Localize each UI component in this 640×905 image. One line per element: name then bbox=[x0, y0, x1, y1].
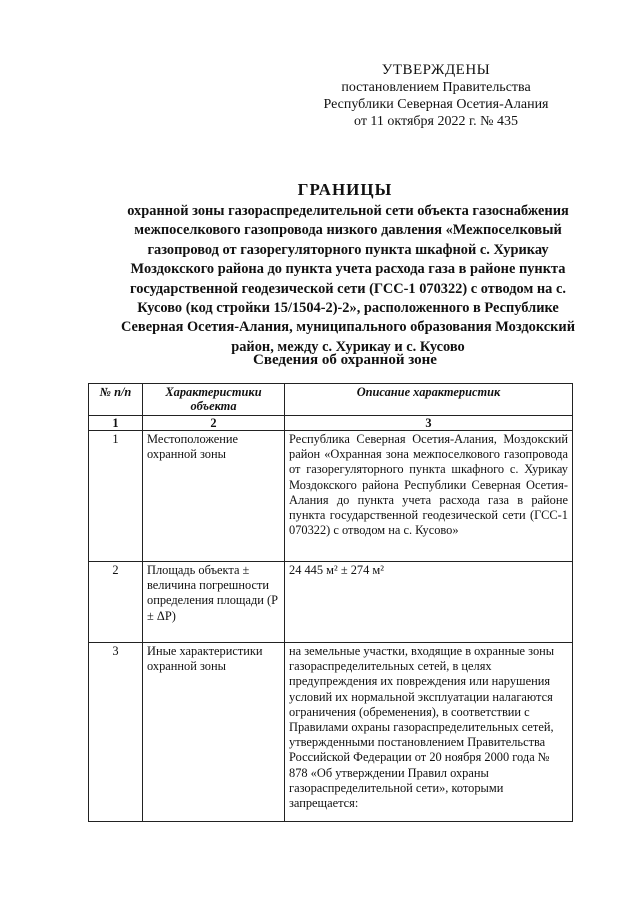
row-description: на земельные участки, входящие в охранные зоны газораспределительных сетей, в целях предупреждения их повреждения или нарушения условий их нормальной эксплуатации налагаются ограничения (обременения), в соответствии с Правилами охраны газораспределительных сетей, утвержденными постановлением Правительства Российской Федерации от 20 ноября 2000 года № 878 «Об утверждении Правил охраны газораспределительной сети», которыми запрещается: bbox=[285, 643, 573, 822]
section-title: Сведения об охранной зоне bbox=[253, 352, 437, 368]
row-characteristic: Площадь объекта ± величина погрешности определения площади (P ± ΔP) bbox=[143, 562, 285, 643]
row-number: 1 bbox=[89, 431, 143, 562]
table-row bbox=[89, 562, 573, 643]
table-row bbox=[89, 431, 573, 562]
document-subtitle bbox=[84, 202, 612, 357]
subtitle-line: Кусово (код стройки 15/1504-2)-2», расположенного в Республике bbox=[137, 300, 559, 317]
table-header-row bbox=[89, 384, 573, 416]
column-number: 3 bbox=[285, 416, 573, 431]
row-description: Республика Северная Осетия-Алания, Моздокский район «Охранная зона межпоселкового газопровода от газорегуляторного пункта шкафного с. Хурикау Моздокского района Республики Северная Осетия-Алания до пункта учета расхода газа в районе пункта государственной геодезической сети (ГСС-1 070322) с отводом на с. Кусово» bbox=[285, 431, 573, 562]
header-num: № п/п bbox=[89, 384, 143, 416]
approval-line: Республики Северная Осетия-Алания bbox=[323, 97, 549, 112]
approval-heading: УТВЕРЖДЕНЫ bbox=[381, 62, 491, 78]
header-characteristic: Характеристики объекта bbox=[143, 384, 285, 416]
row-number: 2 bbox=[89, 562, 143, 643]
zone-table bbox=[88, 383, 573, 822]
subtitle-line: Моздокского района до пункта учета расхода газа в районе пункта bbox=[130, 261, 566, 278]
header-description: Описание характеристик bbox=[285, 384, 573, 416]
subtitle-line: газопровод от газорегуляторного пункта шкафной с. Хурикау bbox=[147, 241, 549, 258]
row-description: 24 445 м² ± 274 м² bbox=[285, 562, 573, 643]
subtitle-line: государственной геодезической сети (ГСС-1 070322) с отводом на с. bbox=[130, 280, 566, 297]
row-characteristic: Иные характеристики охранной зоны bbox=[143, 643, 285, 822]
subtitle-line: межпоселкового газопровода низкого давления «Межпоселковый bbox=[134, 222, 562, 239]
row-characteristic: Местоположение охранной зоны bbox=[143, 431, 285, 562]
column-number: 2 bbox=[143, 416, 285, 431]
subtitle-line: охранной зоны газораспределительной сети объекта газоснабжения bbox=[127, 203, 569, 219]
subtitle-line: Северная Осетия-Алания, муниципального образования Моздокский bbox=[120, 319, 576, 336]
approval-block bbox=[318, 62, 554, 130]
approval-date: от 11 октября 2022 г. № 435 bbox=[354, 114, 518, 129]
row-number: 3 bbox=[89, 643, 143, 822]
table-row bbox=[89, 643, 573, 822]
approval-line: постановлением Правительства bbox=[341, 80, 531, 95]
column-number-row bbox=[89, 416, 573, 431]
column-number: 1 bbox=[89, 416, 143, 431]
subtitle-line: район, между с. Хурикау и с. Кусово bbox=[231, 338, 465, 355]
document-title: ГРАНИЦЫ bbox=[297, 180, 393, 199]
